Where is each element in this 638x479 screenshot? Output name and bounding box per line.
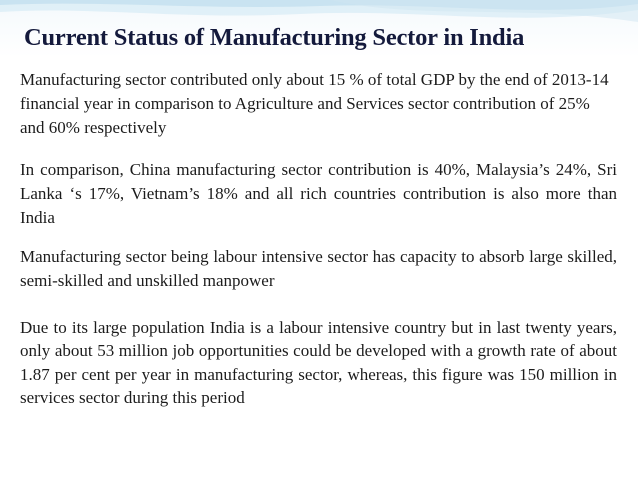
paragraph-labour-intensive: Manufacturing sector being labour intensive sector has capacity to absorb large skilled, semi-skilled and unskilled manpower — [20, 247, 617, 290]
paragraph-job-opportunities: Due to its large population India is a labour intensive country but in last twenty years, only about 53 million job opportunities could be developed with a growth rate of about 1.87 per cent per year in manufacturing sector, whereas, this figure was 150 million in services sector during this period — [20, 318, 617, 407]
slide-title: Current Status of Manufacturing Sector in India — [24, 24, 525, 51]
paragraph-country-comparison: In comparison, China manufacturing sector contribution is 40%, Malaysia’s 24%, Sri Lanka ‘s 17%, Vietnam’s 18% and all rich countries contribution is also more than India — [20, 160, 617, 227]
paragraph-gdp-contribution: Manufacturing sector contributed only about 15 % of total GDP by the end of 2013-14 financial year in comparison to Agriculture and Services sector contribution of 25% and 60% respectively — [20, 70, 609, 137]
